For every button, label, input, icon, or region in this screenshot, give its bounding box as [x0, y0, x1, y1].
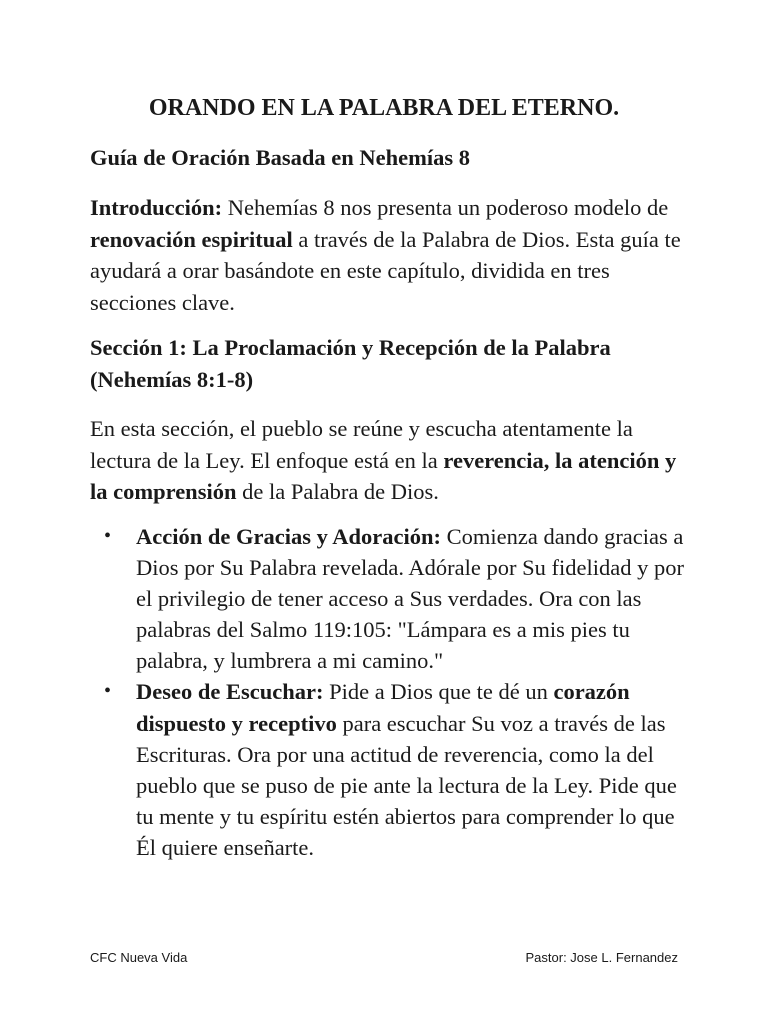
- bullet-bold-mid: corazón dispuesto y receptivo: [136, 679, 630, 736]
- intro-label: Introducción:: [90, 195, 223, 220]
- bullet-text-a: Comienza dando gracias a Dios por Su Palabra revelada. Adórale por Su fidelidad y por el privilegio de tener acceso a Sus verdades. Ora con las palabras del Salmo 119:105: "Lámpara es a mis pies tu palabra, y lumbrera a mi camino.": [136, 524, 684, 674]
- intro-bold: renovación espiritual: [90, 226, 293, 252]
- bullet-text-b: para escuchar Su voz a través de las Escrituras. Ora por una actitud de reverencia, como la del pueblo que se puso de pie ante la lectura de la Ley. Pide que tu mente y tu espíritu estén abiertos para comprender lo que Él quiere enseñarte.: [136, 710, 677, 860]
- list-item: [90, 676, 690, 863]
- bullet-marker: •: [104, 680, 112, 703]
- list-item: [90, 521, 690, 676]
- bullet-label: Acción de Gracias y Adoración:: [136, 524, 441, 549]
- bullet-list: [90, 521, 690, 863]
- intro-text-a: Nehemías 8 nos presenta un poderoso modelo de: [222, 195, 669, 220]
- section1-heading: Sección 1: La Proclamación y Recepción de la Palabra (Nehemías 8:1-8): [90, 335, 611, 392]
- bullet-label: Deseo de Escuchar:: [136, 679, 324, 705]
- section1-body-bold: reverencia, la atención y la comprensión: [90, 447, 677, 504]
- section1-body-b: de la Palabra de Dios.: [236, 479, 439, 504]
- intro-text-b: a través de la Palabra de Dios. Esta guía te ayudará a orar basándote en este capítulo, dividida en tres secciones clave.: [90, 226, 681, 315]
- section1-body-a: En esta sección, el pueblo se reúne y escucha atentamente la lectura de la Ley. El enfoque está en la: [90, 416, 633, 473]
- bullet-marker: •: [104, 525, 112, 547]
- footer-pastor-name: Pastor: Jose L. Fernandez: [525, 950, 678, 965]
- intro-paragraph: [90, 192, 690, 318]
- page-subtitle: Guía de Oración Basada en Nehemías 8: [90, 145, 471, 170]
- section1-body: [90, 413, 690, 508]
- bullet-text-a: Pide a Dios que te dé un: [323, 679, 554, 705]
- footer-church-name: CFC Nueva Vida: [90, 950, 188, 965]
- page-title: ORANDO EN LA PALABRA DEL ETERNO.: [148, 95, 620, 121]
